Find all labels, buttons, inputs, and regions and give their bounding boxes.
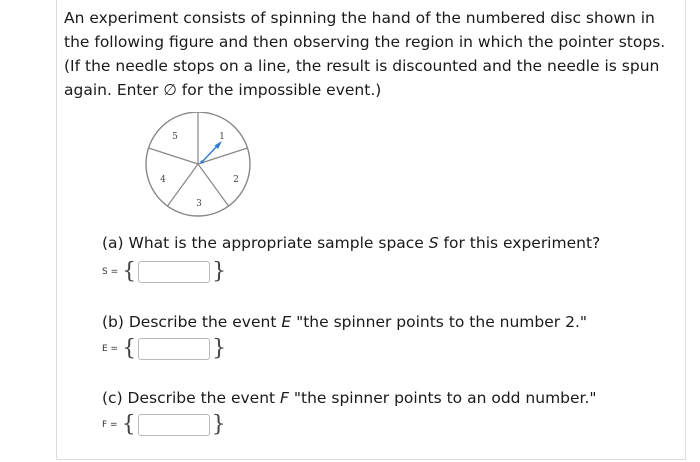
question-b: (b) Describe the event E "the spinner points to the number 2."	[102, 313, 588, 331]
event-f-input[interactable]	[138, 414, 210, 436]
sector-label-2: 2	[233, 175, 239, 185]
question-c: (c) Describe the event F "the spinner points to an odd number."	[102, 389, 597, 407]
close-brace: }	[211, 412, 226, 437]
sector-label-1: 1	[219, 132, 225, 142]
sector-label-4: 4	[160, 175, 166, 185]
question-a: (a) What is the appropriate sample space S for this experiment?	[102, 234, 601, 252]
close-brace: }	[212, 336, 227, 361]
sector-label-5: 5	[172, 132, 178, 142]
answer-label-e: E =	[102, 344, 119, 354]
open-brace: {	[121, 412, 136, 437]
needle-pivot	[200, 160, 203, 163]
event-e-input[interactable]	[138, 338, 210, 360]
answer-label-s: S =	[102, 267, 119, 277]
open-brace: {	[122, 336, 137, 361]
sample-space-input[interactable]	[138, 261, 210, 283]
answer-row-b	[102, 335, 226, 363]
answer-row-c	[102, 411, 226, 439]
close-brace: }	[212, 259, 227, 284]
problem-statement: An experiment consists of spinning the hand of the numbered disc shown in the following figure and then observing the region in which the pointer stops. (If the needle stops on a line, the result is discounted and the needle is spun again. Enter ∅ for the impossible event.)	[64, 9, 666, 99]
open-brace: {	[122, 259, 137, 284]
sector-label-3: 3	[196, 199, 202, 209]
answer-row-a	[102, 258, 226, 286]
answer-label-f: F =	[102, 420, 118, 430]
numbered-disc-figure	[143, 112, 253, 217]
